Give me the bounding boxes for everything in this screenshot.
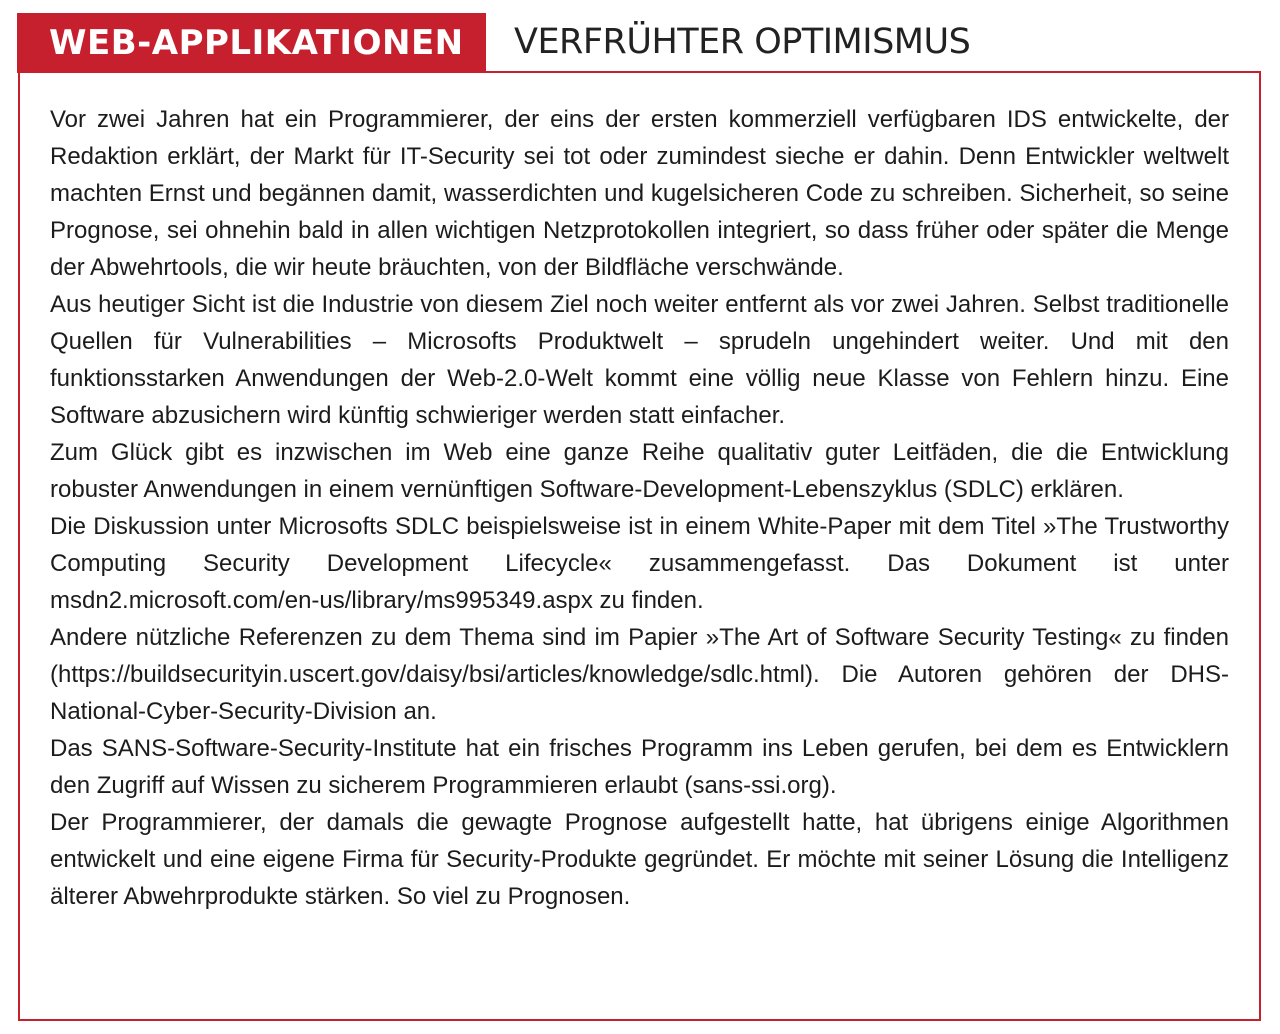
paragraph: Zum Glück gibt es inzwischen im Web eine ganze Reihe qualitativ guter Leitfäden, die die Entwicklung robuster Anwendungen in einem vernünftigen Software-Development-Lebenszyklus (SDLC) erklären.: [50, 439, 1229, 503]
paragraph: Aus heutiger Sicht ist die Industrie von diesem Ziel noch weiter entfernt als vor zwei Jahren. Selbst traditionelle Quellen für Vulnerabilities – Microsofts Produktwelt – sprudeln ungehindert weiter. Und mit den funktionsstarken Anwendungen der Web-2.0-Welt kommt eine völlig neue Klasse von Fehlern hinzu. Eine Software abzusichern wird künftig schwieriger werden statt einfacher.: [50, 291, 1229, 429]
section-label: WEB-APPLIKATIONEN: [49, 23, 464, 63]
paragraph: Andere nützliche Referenzen zu dem Thema sind im Papier »The Art of Software Security Testing« zu finden (https://buildsecurityin.uscert.gov/daisy/bsi/articles/knowledge/sdlc.html). Die Autoren gehören der DHS-National-Cyber-Security-Division an.: [50, 624, 1229, 725]
section-label-bar: [17, 13, 486, 73]
article-headline: VERFRÜHTER OPTIMISMUS: [514, 22, 971, 62]
paragraph: Die Diskussion unter Microsofts SDLC beispielsweise ist in einem White-Paper mit dem Titel »The Trustworthy Computing Security Development Lifecycle« zusammengefasst. Das Dokument ist unter msdn2.microsoft.com/en-us/library/ms995349.aspx zu finden.: [50, 513, 1229, 614]
paragraph: Vor zwei Jahren hat ein Programmierer, der eins der ersten kommerziell verfügbaren IDS entwickelte, der Redaktion erklärt, der Markt für IT-Security sei tot oder zumindest sieche er dahin. Denn Entwickler weltwelt machten Ernst und begännen damit, wasserdichten und kugelsicheren Code zu schreiben. Sicherheit, so seine Prognose, sei ohnehin bald in allen wichtigen Netzprotokollen integriert, so dass früher oder später die Menge der Abwehrtools, die wir heute bräuchten, von der Bildfläche verschwände.: [50, 106, 1229, 281]
paragraph: Der Programmierer, der damals die gewagte Prognose aufgestellt hatte, hat übrigens einige Algorithmen entwickelt und eine eigene Firma für Security-Produkte gegründet. Er möchte mit seiner Lösung die Intelligenz älterer Abwehrprodukte stärken. So viel zu Prognosen.: [50, 809, 1229, 910]
paragraph: Das SANS-Software-Security-Institute hat ein frisches Programm ins Leben gerufen, bei dem es Entwicklern den Zugriff auf Wissen zu sicherem Programmieren erlaubt (sans-ssi.org).: [50, 735, 1229, 799]
article-body: [50, 101, 1229, 915]
